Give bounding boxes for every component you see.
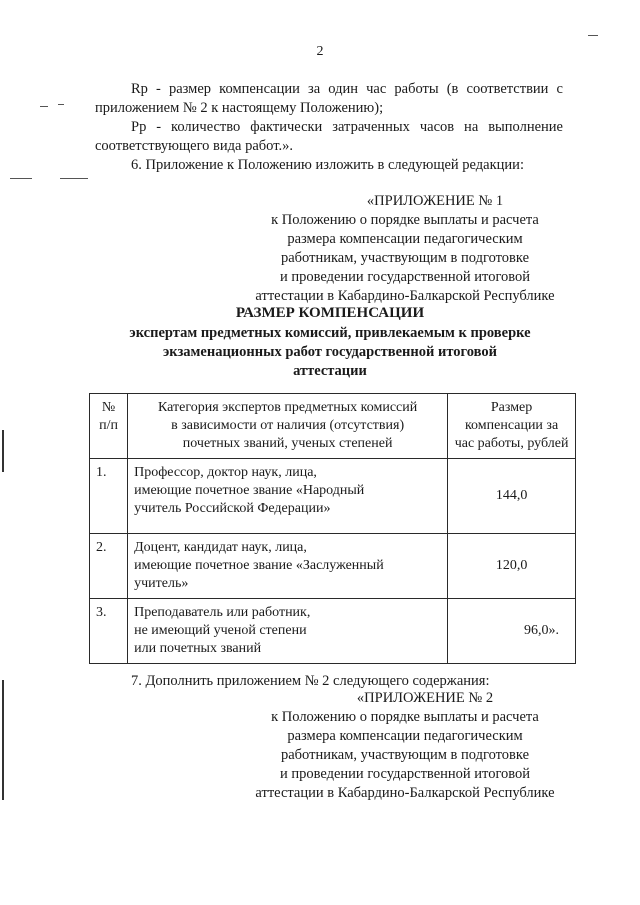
row-category-line: не имеющий ученой степени	[134, 623, 307, 638]
appendix-2-line: работникам, участвующим в подготовке	[280, 747, 530, 763]
table-row	[90, 459, 576, 534]
scan-artifact	[40, 106, 48, 107]
row-num: 2.	[90, 534, 128, 599]
table-row	[90, 534, 576, 599]
row-size: 120,0	[448, 534, 576, 599]
row-size: 96,0».	[448, 599, 576, 664]
paragraph-pp-definition: Pp - количество фактически затраченных часов на выполнение соответствующего вида работ.».	[95, 119, 563, 154]
paragraph-item-7: 7. Дополнить приложением № 2 следующего содержания:	[131, 673, 490, 689]
appendix-2-title: «ПРИЛОЖЕНИЕ № 2	[356, 690, 494, 706]
header-category	[128, 394, 448, 459]
table-row	[90, 599, 576, 664]
appendix-2-header	[230, 689, 580, 803]
heading-main: РАЗМЕР КОМПЕНСАЦИИ	[235, 305, 425, 321]
heading-subtitle-line: экзаменационных работ государственной итоговой	[163, 344, 497, 360]
header-category-line: в зависимости от наличия (отсутствия)	[171, 418, 405, 433]
appendix-1-line: и проведении государственной итоговой	[279, 269, 531, 285]
header-num-line: №	[101, 400, 116, 415]
appendix-1-line: размера компенсации педагогическим	[287, 231, 523, 247]
appendix-2-line: и проведении государственной итоговой	[279, 766, 531, 782]
row-category	[128, 459, 448, 534]
row-category-line: учитель Российской Федерации»	[134, 501, 331, 516]
scan-artifact	[10, 178, 32, 179]
appendix-1-line: к Положению о порядке выплаты и расчета	[271, 212, 539, 228]
scan-artifact	[588, 35, 598, 36]
row-category-line: учитель»	[134, 576, 189, 591]
heading-subtitle-line: экспертам предметных комиссий, привлекаемым к проверке	[129, 325, 531, 341]
row-category-line: или почетных званий	[134, 641, 262, 656]
row-category-line: имеющие почетное звание «Заслуженный	[134, 558, 384, 573]
header-size	[448, 394, 576, 459]
appendix-1-header	[230, 192, 580, 306]
header-size-line: компенсации за	[464, 418, 559, 433]
row-category-line: Профессор, доктор наук, лица,	[134, 465, 317, 480]
row-num: 1.	[90, 459, 128, 534]
appendix-2-line: аттестации в Кабардино-Балкарской Республике	[255, 785, 555, 801]
appendix-1-line: аттестации в Кабардино-Балкарской Республике	[255, 288, 555, 304]
row-category	[128, 534, 448, 599]
appendix-2-line: размера компенсации педагогическим	[287, 728, 523, 744]
page-number: 2	[316, 44, 324, 59]
heading-subtitle	[95, 324, 565, 381]
paragraph-item-6: 6. Приложение к Положению изложить в следующей редакции:	[131, 157, 524, 173]
header-size-line: Размер	[490, 400, 533, 415]
row-size: 144,0	[448, 459, 576, 534]
paragraph-rp-definition: Rp - размер компенсации за один час работы (в соответствии с приложением № 2 к настоящему Положению);	[95, 81, 563, 116]
appendix-1-title: «ПРИЛОЖЕНИЕ № 1	[366, 193, 504, 209]
row-category-line: Доцент, кандидат наук, лица,	[134, 540, 307, 555]
row-num: 3.	[90, 599, 128, 664]
scan-artifact	[60, 178, 88, 179]
header-size-line: час работы, рублей	[454, 436, 569, 451]
table-header-row	[90, 394, 576, 459]
heading-subtitle-line: аттестации	[293, 363, 367, 379]
scan-artifact	[2, 430, 4, 472]
header-num-line: п/п	[99, 418, 118, 433]
row-category	[128, 599, 448, 664]
compensation-table	[89, 393, 576, 664]
row-category-line: Преподаватель или работник,	[134, 605, 311, 620]
header-category-line: почетных званий, ученых степеней	[182, 436, 393, 451]
header-category-line: Категория экспертов предметных комиссий	[158, 400, 418, 415]
scan-artifact	[58, 104, 64, 105]
appendix-2-line: к Положению о порядке выплаты и расчета	[271, 709, 539, 725]
scan-artifact	[2, 680, 4, 800]
header-num	[90, 394, 128, 459]
row-category-line: имеющие почетное звание «Народный	[134, 483, 365, 498]
appendix-1-line: работникам, участвующим в подготовке	[280, 250, 530, 266]
